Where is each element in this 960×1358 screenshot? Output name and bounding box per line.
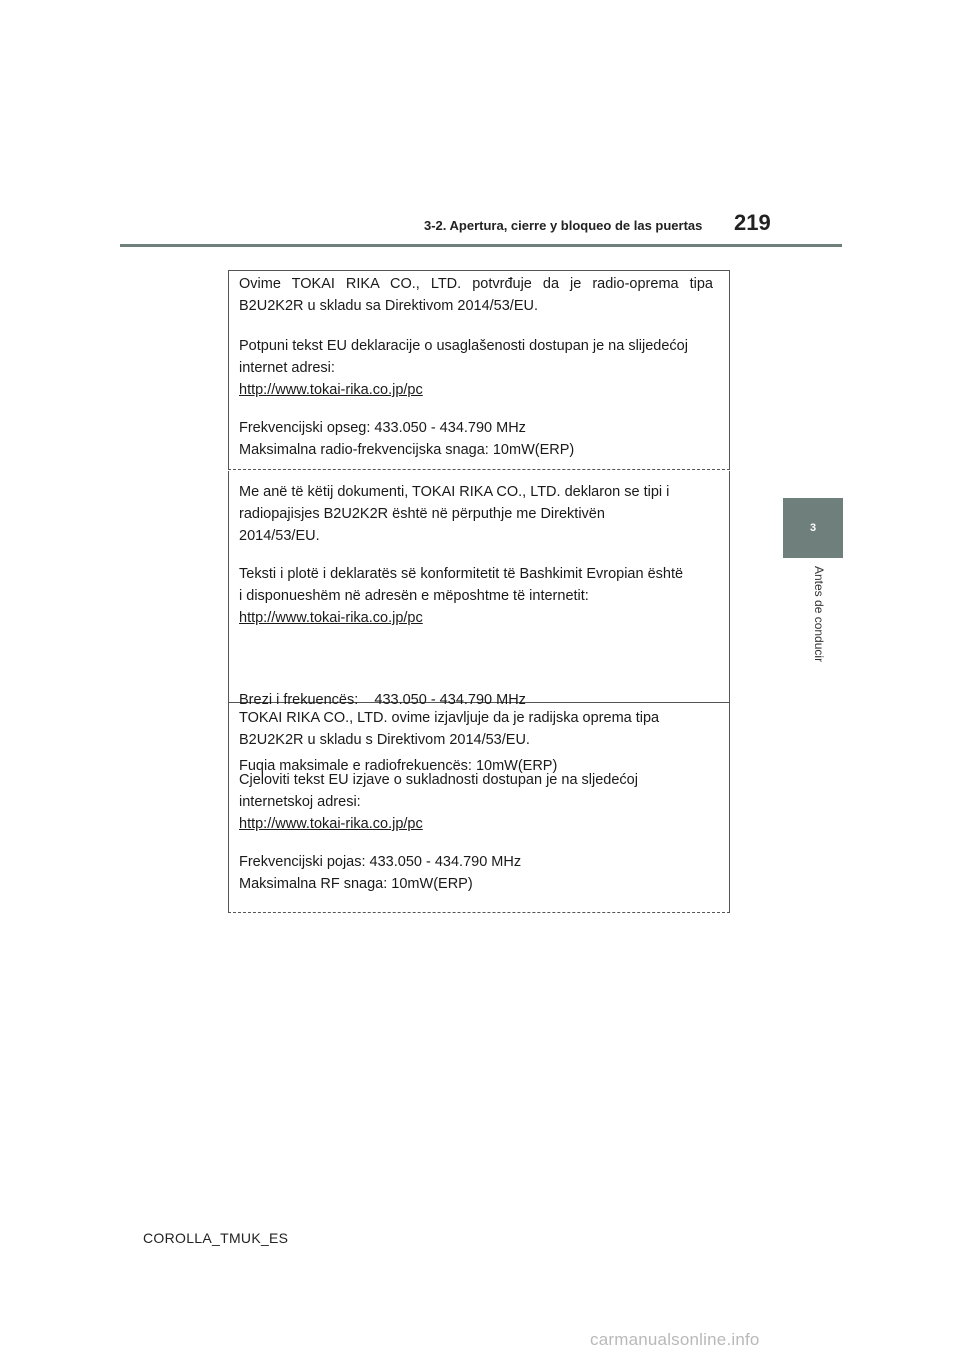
full-text-paragraph: Potpuni tekst EU deklaracije o usaglašenosti dostupan je na slijedećoj internet adresi: http://www.tokai-rika.co.jp/pc bbox=[239, 335, 713, 401]
page-number: 219 bbox=[734, 210, 771, 235]
declaration-link[interactable]: http://www.tokai-rika.co.jp/pc bbox=[239, 610, 423, 626]
document-code: COROLLA_TMUK_ES bbox=[143, 1230, 289, 1246]
declaration-paragraph: TOKAI RIKA CO., LTD. ovime izjavljuje da je radijska oprema tipa B2U2K2R u skladu s Direktivom 2014/53/EU. bbox=[239, 710, 660, 748]
frequency-paragraph: Frekvencijski pojas: 433.050 - 434.790 MHz Maksimalna RF snaga: 10mW(ERP) bbox=[239, 854, 522, 892]
frequency-paragraph: Frekvencijski opseg: 433.050 - 434.790 MHz Maksimalna radio-frekvencijska snaga: 10mW(ERP) bbox=[239, 420, 575, 458]
declaration-paragraph: Me anë të këtij dokumenti, TOKAI RIKA CO., LTD. deklaron se tipi i radiopajisjes B2U2K2R është në përputhje me Direktivën 2014/53/EU. bbox=[239, 484, 670, 544]
declaration-link[interactable]: http://www.tokai-rika.co.jp/pc bbox=[239, 816, 423, 832]
declaration-link[interactable]: http://www.tokai-rika.co.jp/pc bbox=[239, 382, 423, 398]
chapter-label: Antes de conducir bbox=[812, 566, 826, 663]
declaration-box-bosnian bbox=[228, 270, 730, 470]
full-text-paragraph: Teksti i plotë i deklaratës së konformitetit të Bashkimit Evropian është i disponueshëm në adresën e mëposhtme të internetit: http://www.tokai-rika.co.jp/pc bbox=[239, 563, 713, 629]
frequency-paragraph: Brezi i frekuencës: 433.050 - 434.790 MHz Fuqia maksimale e radiofrekuencës: 10mW(ERP) bbox=[239, 692, 558, 774]
chapter-tab[interactable] bbox=[783, 498, 843, 558]
header-rule bbox=[120, 244, 842, 247]
watermark: carmanualsonline.info bbox=[590, 1330, 760, 1349]
chapter-number: 3 bbox=[809, 522, 817, 534]
section-title: 3-2. Apertura, cierre y bloqueo de las puertas bbox=[424, 218, 703, 233]
full-text-paragraph: Cjeloviti tekst EU izjave o sukladnosti dostupan je na sljedećoj internetskoj adresi: http://www.tokai-rika.co.jp/pc bbox=[239, 769, 713, 835]
declaration-paragraph: Ovime TOKAI RIKA CO., LTD. potvrđuje da je radio-oprema tipa B2U2K2R u skladu sa Direktivom 2014/53/EU. bbox=[239, 276, 713, 314]
declaration-box-croatian bbox=[228, 703, 730, 913]
